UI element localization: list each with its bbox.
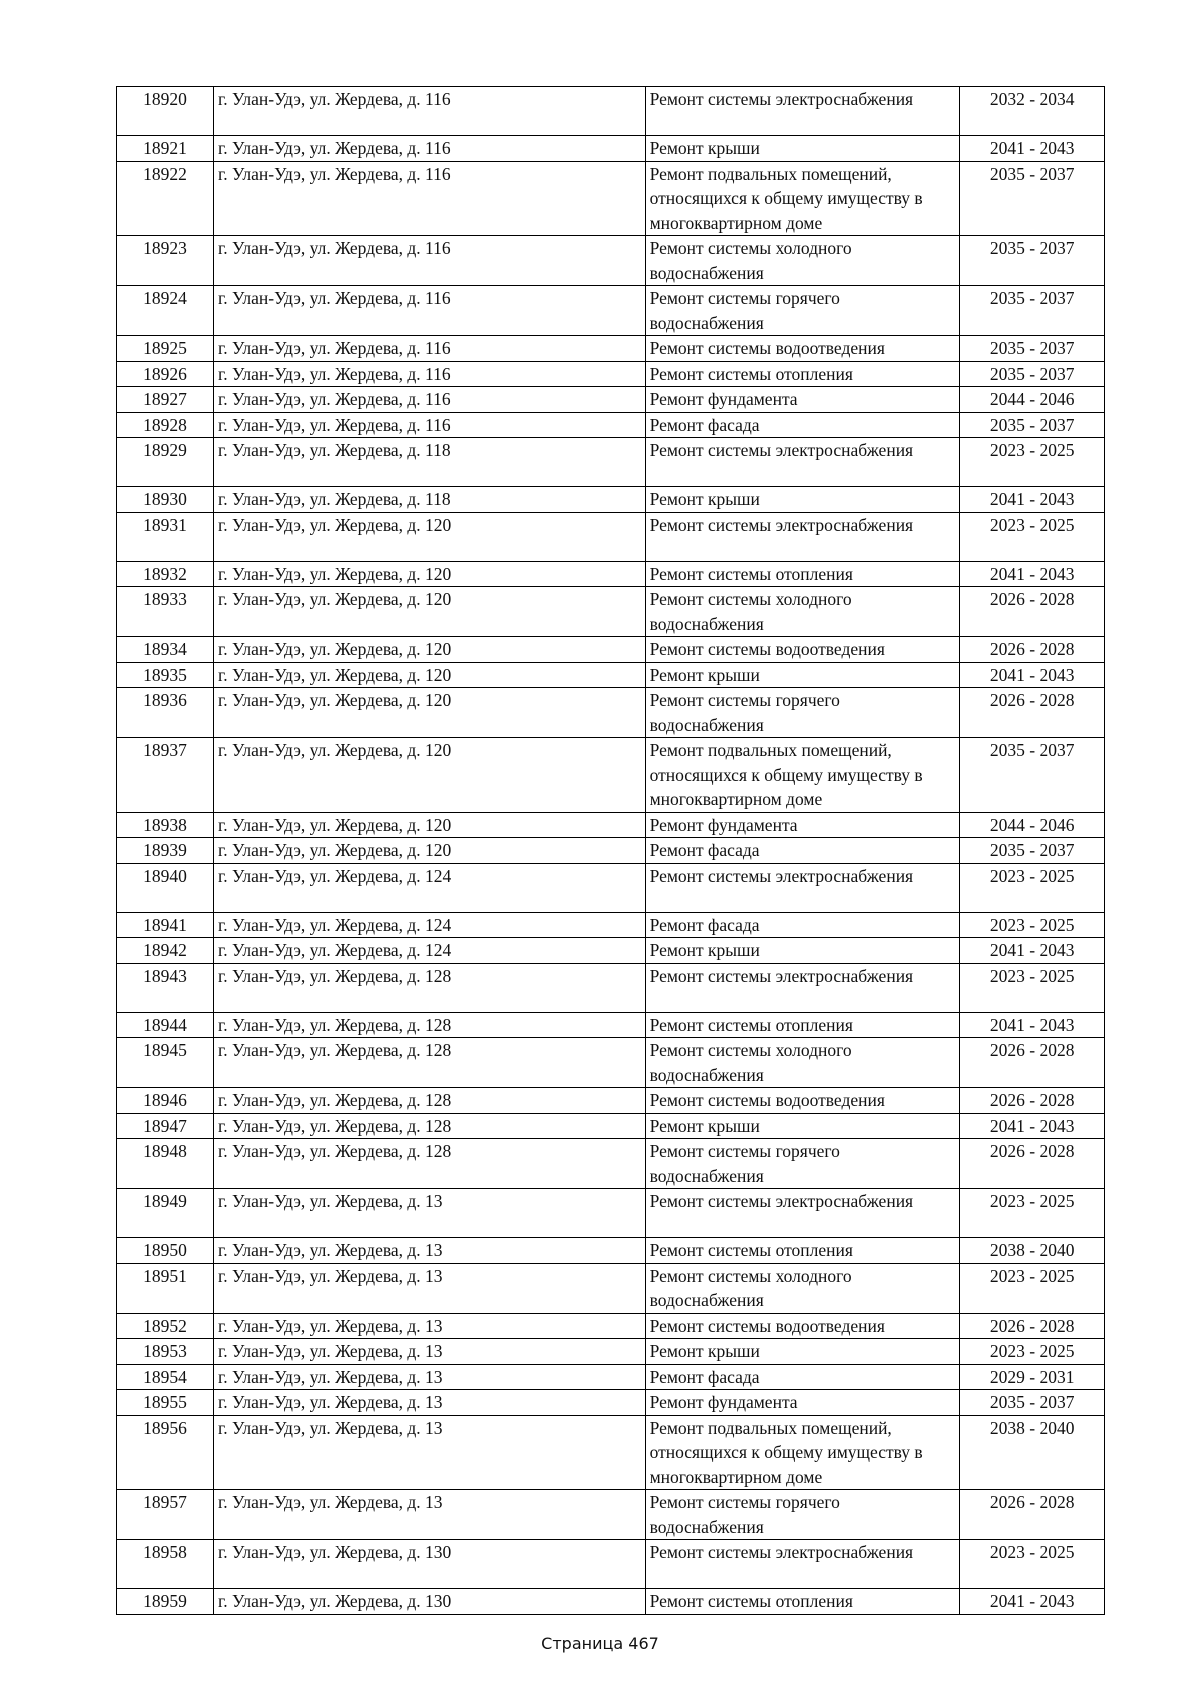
period-cell: 2023 - 2025	[960, 863, 1105, 912]
table-row	[117, 1490, 1105, 1540]
table-row	[117, 863, 1105, 912]
row-id-cell: 18938	[117, 812, 214, 838]
row-id-cell: 18931	[117, 512, 214, 561]
row-id-cell: 18951	[117, 1263, 214, 1313]
work-type-cell: Ремонт системы водоотведения	[645, 637, 960, 663]
address-cell: г. Улан-Удэ, ул. Жердева, д. 128	[214, 1088, 646, 1114]
work-type-cell: Ремонт фасада	[645, 912, 960, 938]
work-type-cell: Ремонт системы электроснабжения	[645, 438, 960, 487]
row-id-cell: 18954	[117, 1364, 214, 1390]
address-cell: г. Улан-Удэ, ул. Жердева, д. 118	[214, 487, 646, 513]
row-id-cell: 18920	[117, 87, 214, 136]
address-cell: г. Улан-Удэ, ул. Жердева, д. 13	[214, 1390, 646, 1416]
work-type-cell: Ремонт системы горячего водоснабжения	[645, 688, 960, 738]
period-cell: 2026 - 2028	[960, 1139, 1105, 1189]
period-cell: 2041 - 2043	[960, 561, 1105, 587]
row-id-cell: 18943	[117, 963, 214, 1012]
work-type-cell: Ремонт фундамента	[645, 387, 960, 413]
address-cell: г. Улан-Удэ, ул. Жердева, д. 13	[214, 1313, 646, 1339]
table-row	[117, 438, 1105, 487]
address-cell: г. Улан-Удэ, ул. Жердева, д. 118	[214, 438, 646, 487]
row-id-cell: 18930	[117, 487, 214, 513]
period-cell: 2023 - 2025	[960, 963, 1105, 1012]
table-row	[117, 963, 1105, 1012]
table-row	[117, 1038, 1105, 1088]
row-id-cell: 18934	[117, 637, 214, 663]
row-id-cell: 18947	[117, 1113, 214, 1139]
address-cell: г. Улан-Удэ, ул. Жердева, д. 13	[214, 1364, 646, 1390]
period-cell: 2044 - 2046	[960, 387, 1105, 413]
table-row	[117, 161, 1105, 236]
work-type-cell: Ремонт системы отопления	[645, 1238, 960, 1264]
table-row	[117, 412, 1105, 438]
work-type-cell: Ремонт фасада	[645, 412, 960, 438]
work-type-cell: Ремонт системы отопления	[645, 361, 960, 387]
table-row	[117, 1415, 1105, 1490]
table-row	[117, 136, 1105, 162]
row-id-cell: 18946	[117, 1088, 214, 1114]
table-row	[117, 1263, 1105, 1313]
period-cell: 2035 - 2037	[960, 738, 1105, 813]
row-id-cell: 18942	[117, 938, 214, 964]
address-cell: г. Улан-Удэ, ул. Жердева, д. 116	[214, 361, 646, 387]
work-type-cell: Ремонт системы холодного водоснабжения	[645, 587, 960, 637]
row-id-cell: 18956	[117, 1415, 214, 1490]
table-row	[117, 812, 1105, 838]
work-type-cell: Ремонт системы горячего водоснабжения	[645, 1139, 960, 1189]
row-id-cell: 18928	[117, 412, 214, 438]
address-cell: г. Улан-Удэ, ул. Жердева, д. 13	[214, 1189, 646, 1238]
table-row	[117, 637, 1105, 663]
table-row	[117, 87, 1105, 136]
period-cell: 2038 - 2040	[960, 1238, 1105, 1264]
table-body	[117, 87, 1105, 1615]
work-type-cell: Ремонт системы водоотведения	[645, 336, 960, 362]
work-type-cell: Ремонт крыши	[645, 662, 960, 688]
table-row	[117, 487, 1105, 513]
work-type-cell: Ремонт системы электроснабжения	[645, 512, 960, 561]
table-row	[117, 336, 1105, 362]
address-cell: г. Улан-Удэ, ул. Жердева, д. 13	[214, 1263, 646, 1313]
period-cell: 2041 - 2043	[960, 1113, 1105, 1139]
table-row	[117, 1390, 1105, 1416]
period-cell: 2035 - 2037	[960, 838, 1105, 864]
work-type-cell: Ремонт фундамента	[645, 1390, 960, 1416]
address-cell: г. Улан-Удэ, ул. Жердева, д. 128	[214, 963, 646, 1012]
address-cell: г. Улан-Удэ, ул. Жердева, д. 116	[214, 286, 646, 336]
table-row	[117, 738, 1105, 813]
work-type-cell: Ремонт системы горячего водоснабжения	[645, 1490, 960, 1540]
table-row	[117, 938, 1105, 964]
period-cell: 2023 - 2025	[960, 438, 1105, 487]
table-row	[117, 1088, 1105, 1114]
address-cell: г. Улан-Удэ, ул. Жердева, д. 120	[214, 738, 646, 813]
table-row	[117, 1313, 1105, 1339]
period-cell: 2023 - 2025	[960, 912, 1105, 938]
period-cell: 2041 - 2043	[960, 136, 1105, 162]
work-type-cell: Ремонт системы водоотведения	[645, 1313, 960, 1339]
table-row	[117, 1589, 1105, 1615]
address-cell: г. Улан-Удэ, ул. Жердева, д. 124	[214, 938, 646, 964]
address-cell: г. Улан-Удэ, ул. Жердева, д. 116	[214, 387, 646, 413]
work-type-cell: Ремонт системы электроснабжения	[645, 87, 960, 136]
period-cell: 2035 - 2037	[960, 161, 1105, 236]
table-row	[117, 1139, 1105, 1189]
capital-repair-table	[116, 86, 1105, 1615]
address-cell: г. Улан-Удэ, ул. Жердева, д. 13	[214, 1415, 646, 1490]
period-cell: 2038 - 2040	[960, 1415, 1105, 1490]
period-cell: 2023 - 2025	[960, 1263, 1105, 1313]
period-cell: 2035 - 2037	[960, 336, 1105, 362]
work-type-cell: Ремонт крыши	[645, 1339, 960, 1365]
period-cell: 2041 - 2043	[960, 1589, 1105, 1615]
row-id-cell: 18952	[117, 1313, 214, 1339]
row-id-cell: 18950	[117, 1238, 214, 1264]
address-cell: г. Улан-Удэ, ул. Жердева, д. 13	[214, 1238, 646, 1264]
period-cell: 2026 - 2028	[960, 587, 1105, 637]
table-row	[117, 361, 1105, 387]
address-cell: г. Улан-Удэ, ул. Жердева, д. 120	[214, 838, 646, 864]
address-cell: г. Улан-Удэ, ул. Жердева, д. 120	[214, 662, 646, 688]
address-cell: г. Улан-Удэ, ул. Жердева, д. 128	[214, 1139, 646, 1189]
table-row	[117, 662, 1105, 688]
row-id-cell: 18949	[117, 1189, 214, 1238]
table-row	[117, 1012, 1105, 1038]
row-id-cell: 18926	[117, 361, 214, 387]
period-cell: 2023 - 2025	[960, 1540, 1105, 1589]
row-id-cell: 18923	[117, 236, 214, 286]
work-type-cell: Ремонт системы электроснабжения	[645, 1189, 960, 1238]
work-type-cell: Ремонт фундамента	[645, 812, 960, 838]
work-type-cell: Ремонт крыши	[645, 938, 960, 964]
period-cell: 2041 - 2043	[960, 662, 1105, 688]
address-cell: г. Улан-Удэ, ул. Жердева, д. 120	[214, 812, 646, 838]
work-type-cell: Ремонт подвальных помещений, относящихся к общему имуществу в многоквартирном доме	[645, 1415, 960, 1490]
work-type-cell: Ремонт фасада	[645, 838, 960, 864]
address-cell: г. Улан-Удэ, ул. Жердева, д. 120	[214, 512, 646, 561]
row-id-cell: 18936	[117, 688, 214, 738]
work-type-cell: Ремонт системы отопления	[645, 561, 960, 587]
work-type-cell: Ремонт крыши	[645, 136, 960, 162]
address-cell: г. Улан-Удэ, ул. Жердева, д. 128	[214, 1038, 646, 1088]
period-cell: 2032 - 2034	[960, 87, 1105, 136]
work-type-cell: Ремонт подвальных помещений, относящихся к общему имуществу в многоквартирном доме	[645, 161, 960, 236]
table-row	[117, 688, 1105, 738]
address-cell: г. Улан-Удэ, ул. Жердева, д. 116	[214, 161, 646, 236]
row-id-cell: 18935	[117, 662, 214, 688]
table-row	[117, 1364, 1105, 1390]
period-cell: 2044 - 2046	[960, 812, 1105, 838]
work-type-cell: Ремонт системы электроснабжения	[645, 1540, 960, 1589]
work-type-cell: Ремонт системы электроснабжения	[645, 963, 960, 1012]
address-cell: г. Улан-Удэ, ул. Жердева, д. 130	[214, 1540, 646, 1589]
row-id-cell: 18959	[117, 1589, 214, 1615]
address-cell: г. Улан-Удэ, ул. Жердева, д. 130	[214, 1589, 646, 1615]
table-row	[117, 1113, 1105, 1139]
row-id-cell: 18932	[117, 561, 214, 587]
period-cell: 2035 - 2037	[960, 1390, 1105, 1416]
row-id-cell: 18955	[117, 1390, 214, 1416]
work-type-cell: Ремонт системы водоотведения	[645, 1088, 960, 1114]
address-cell: г. Улан-Удэ, ул. Жердева, д. 116	[214, 136, 646, 162]
table-row	[117, 587, 1105, 637]
row-id-cell: 18925	[117, 336, 214, 362]
row-id-cell: 18922	[117, 161, 214, 236]
row-id-cell: 18939	[117, 838, 214, 864]
period-cell: 2023 - 2025	[960, 512, 1105, 561]
period-cell: 2026 - 2028	[960, 637, 1105, 663]
period-cell: 2029 - 2031	[960, 1364, 1105, 1390]
work-type-cell: Ремонт системы холодного водоснабжения	[645, 1263, 960, 1313]
address-cell: г. Улан-Удэ, ул. Жердева, д. 124	[214, 912, 646, 938]
table-row	[117, 512, 1105, 561]
address-cell: г. Улан-Удэ, ул. Жердева, д. 120	[214, 587, 646, 637]
row-id-cell: 18958	[117, 1540, 214, 1589]
period-cell: 2041 - 2043	[960, 487, 1105, 513]
work-type-cell: Ремонт системы холодного водоснабжения	[645, 236, 960, 286]
period-cell: 2026 - 2028	[960, 1490, 1105, 1540]
address-cell: г. Улан-Удэ, ул. Жердева, д. 13	[214, 1339, 646, 1365]
work-type-cell: Ремонт крыши	[645, 487, 960, 513]
address-cell: г. Улан-Удэ, ул. Жердева, д. 124	[214, 863, 646, 912]
address-cell: г. Улан-Удэ, ул. Жердева, д. 116	[214, 336, 646, 362]
table-row	[117, 387, 1105, 413]
address-cell: г. Улан-Удэ, ул. Жердева, д. 128	[214, 1113, 646, 1139]
work-type-cell: Ремонт системы горячего водоснабжения	[645, 286, 960, 336]
work-type-cell: Ремонт системы отопления	[645, 1012, 960, 1038]
address-cell: г. Улан-Удэ, ул. Жердева, д. 120	[214, 637, 646, 663]
period-cell: 2035 - 2037	[960, 286, 1105, 336]
table-row	[117, 236, 1105, 286]
row-id-cell: 18948	[117, 1139, 214, 1189]
table-row	[117, 286, 1105, 336]
work-type-cell: Ремонт системы холодного водоснабжения	[645, 1038, 960, 1088]
address-cell: г. Улан-Удэ, ул. Жердева, д. 120	[214, 561, 646, 587]
work-type-cell: Ремонт подвальных помещений, относящихся к общему имуществу в многоквартирном доме	[645, 738, 960, 813]
row-id-cell: 18944	[117, 1012, 214, 1038]
period-cell: 2041 - 2043	[960, 1012, 1105, 1038]
period-cell: 2023 - 2025	[960, 1189, 1105, 1238]
row-id-cell: 18921	[117, 136, 214, 162]
address-cell: г. Улан-Удэ, ул. Жердева, д. 120	[214, 688, 646, 738]
work-type-cell: Ремонт системы электроснабжения	[645, 863, 960, 912]
period-cell: 2026 - 2028	[960, 688, 1105, 738]
period-cell: 2023 - 2025	[960, 1339, 1105, 1365]
table-row	[117, 1238, 1105, 1264]
row-id-cell: 18924	[117, 286, 214, 336]
work-type-cell: Ремонт крыши	[645, 1113, 960, 1139]
address-cell: г. Улан-Удэ, ул. Жердева, д. 13	[214, 1490, 646, 1540]
table-row	[117, 1540, 1105, 1589]
period-cell: 2026 - 2028	[960, 1313, 1105, 1339]
address-cell: г. Улан-Удэ, ул. Жердева, д. 128	[214, 1012, 646, 1038]
period-cell: 2026 - 2028	[960, 1038, 1105, 1088]
row-id-cell: 18941	[117, 912, 214, 938]
work-type-cell: Ремонт фасада	[645, 1364, 960, 1390]
period-cell: 2026 - 2028	[960, 1088, 1105, 1114]
row-id-cell: 18957	[117, 1490, 214, 1540]
work-type-cell: Ремонт системы отопления	[645, 1589, 960, 1615]
row-id-cell: 18937	[117, 738, 214, 813]
address-cell: г. Улан-Удэ, ул. Жердева, д. 116	[214, 87, 646, 136]
row-id-cell: 18929	[117, 438, 214, 487]
address-cell: г. Улан-Удэ, ул. Жердева, д. 116	[214, 412, 646, 438]
table-row	[117, 561, 1105, 587]
page-number: Страница 467	[541, 1634, 659, 1653]
row-id-cell: 18940	[117, 863, 214, 912]
period-cell: 2035 - 2037	[960, 236, 1105, 286]
row-id-cell: 18945	[117, 1038, 214, 1088]
table-row	[117, 912, 1105, 938]
table-row	[117, 1339, 1105, 1365]
table-row	[117, 838, 1105, 864]
row-id-cell: 18927	[117, 387, 214, 413]
period-cell: 2035 - 2037	[960, 361, 1105, 387]
period-cell: 2035 - 2037	[960, 412, 1105, 438]
address-cell: г. Улан-Удэ, ул. Жердева, д. 116	[214, 236, 646, 286]
period-cell: 2041 - 2043	[960, 938, 1105, 964]
row-id-cell: 18933	[117, 587, 214, 637]
table-row	[117, 1189, 1105, 1238]
row-id-cell: 18953	[117, 1339, 214, 1365]
